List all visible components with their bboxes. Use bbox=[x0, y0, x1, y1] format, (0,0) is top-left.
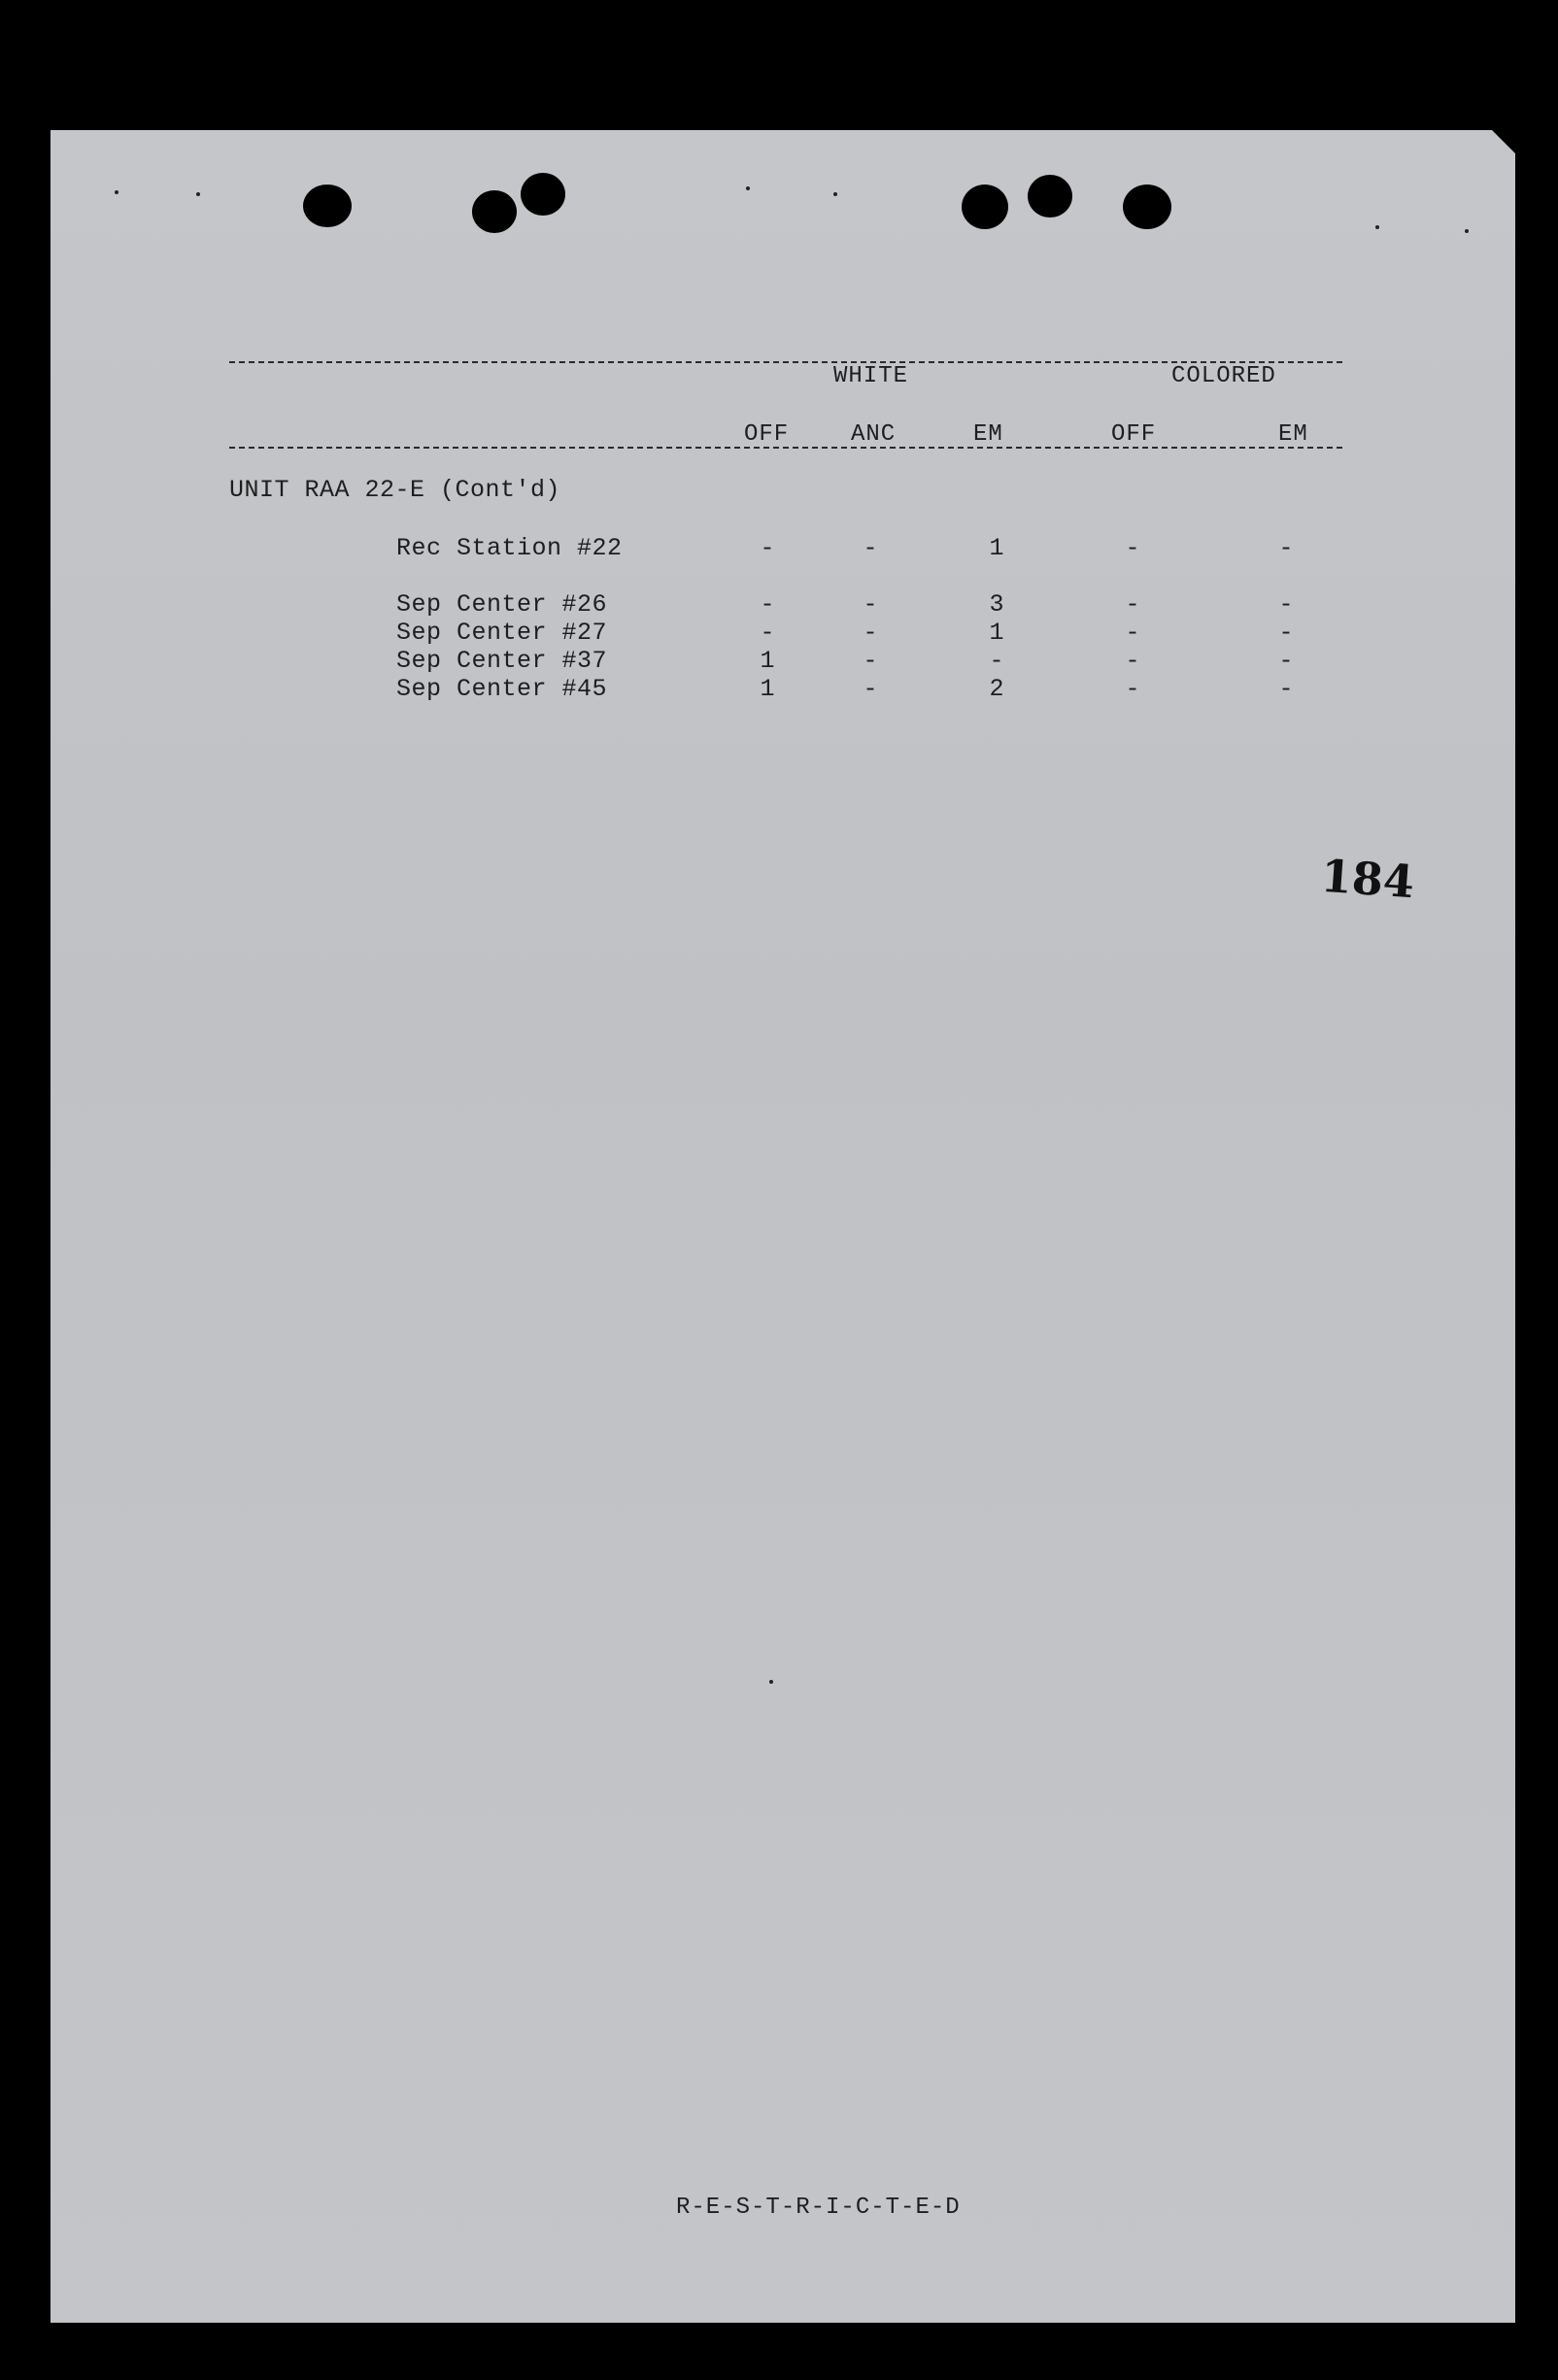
table-cell: - bbox=[863, 590, 878, 619]
punch-hole bbox=[962, 184, 1008, 229]
speck bbox=[115, 190, 119, 194]
table-cell: 1 bbox=[760, 647, 775, 675]
table-cell: - bbox=[989, 647, 1004, 675]
page-number-stamp: 184 bbox=[1319, 849, 1416, 909]
punch-hole bbox=[1123, 184, 1171, 229]
table-cell: - bbox=[760, 534, 775, 562]
table-cell: - bbox=[863, 619, 878, 647]
speck bbox=[1375, 225, 1379, 229]
row-label: Sep Center #26 bbox=[396, 590, 608, 619]
row-label: Sep Center #37 bbox=[396, 647, 608, 675]
colored-group-header: COLORED bbox=[1171, 363, 1276, 389]
table-cell: 1 bbox=[989, 534, 1004, 562]
speck bbox=[769, 1680, 773, 1684]
table-cell: 1 bbox=[760, 675, 775, 703]
speck bbox=[196, 192, 200, 196]
table-cell: - bbox=[1125, 534, 1140, 562]
table-cell: - bbox=[1125, 590, 1140, 619]
table-cell: 1 bbox=[989, 619, 1004, 647]
table-cell: 3 bbox=[989, 590, 1004, 619]
restricted-footer: R-E-S-T-R-I-C-T-E-D bbox=[676, 2195, 961, 2221]
table-cell: - bbox=[1278, 675, 1294, 703]
col-header-white-off: OFF bbox=[744, 421, 790, 448]
punch-hole bbox=[521, 173, 565, 216]
table-cell: - bbox=[1125, 675, 1140, 703]
col-header-colored-em: EM bbox=[1278, 421, 1308, 448]
punch-hole bbox=[472, 190, 517, 233]
table-cell: - bbox=[863, 647, 878, 675]
corner-fold bbox=[1492, 130, 1515, 153]
speck bbox=[833, 192, 837, 196]
table-cell: - bbox=[863, 534, 878, 562]
speck bbox=[1465, 229, 1469, 233]
table-cell: - bbox=[1125, 619, 1140, 647]
section-title: UNIT RAA 22-E (Cont'd) bbox=[229, 476, 561, 504]
table-cell: - bbox=[760, 619, 775, 647]
col-header-white-em: EM bbox=[973, 421, 1003, 448]
table-cell: - bbox=[760, 590, 775, 619]
punch-hole bbox=[303, 184, 352, 227]
table-cell: - bbox=[1278, 647, 1294, 675]
white-group-header: WHITE bbox=[833, 363, 909, 389]
speck bbox=[746, 186, 750, 190]
row-label: Sep Center #27 bbox=[396, 619, 608, 647]
row-label: Rec Station #22 bbox=[396, 534, 623, 562]
punch-hole bbox=[1028, 175, 1072, 218]
table-cell: - bbox=[863, 675, 878, 703]
col-header-colored-off: OFF bbox=[1111, 421, 1157, 448]
table-cell: - bbox=[1278, 619, 1294, 647]
table-cell: - bbox=[1125, 647, 1140, 675]
row-label: Sep Center #45 bbox=[396, 675, 608, 703]
col-header-white-anc: ANC bbox=[851, 421, 897, 448]
table-cell: 2 bbox=[989, 675, 1004, 703]
document-page bbox=[51, 130, 1515, 2323]
table-cell: - bbox=[1278, 590, 1294, 619]
table-cell: - bbox=[1278, 534, 1294, 562]
